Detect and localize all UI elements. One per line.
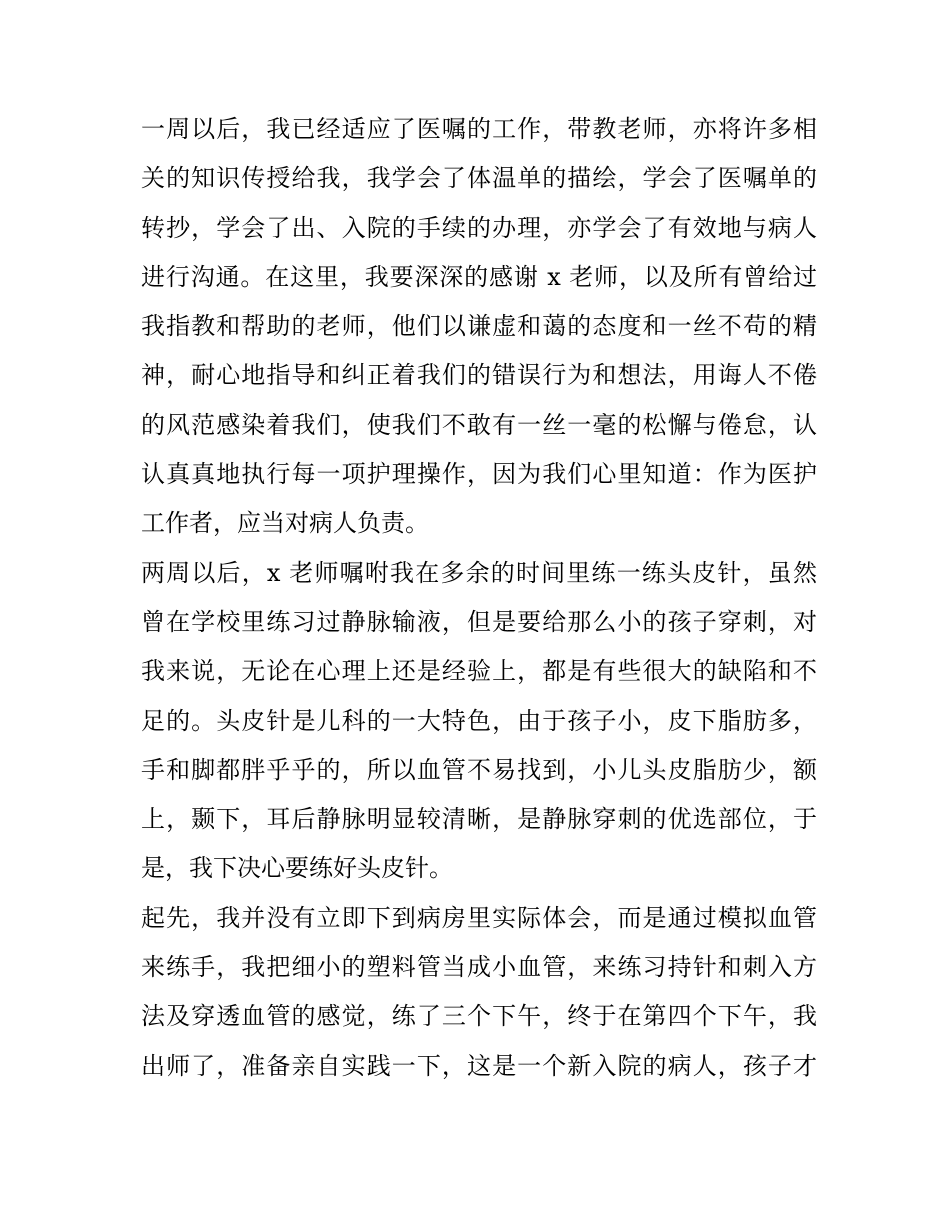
paragraph-3-line-2: 来练手，我把细小的塑料管当成小血管，来练习持针和刺入方 [141, 953, 817, 982]
paragraph-1-line-5: 我指教和帮助的老师，他们以谦虚和蔼的态度和一丝不苟的精 [141, 312, 817, 341]
paragraph-2-line-3: 我来说，无论在心理上还是经验上，都是有些很大的缺陷和不 [141, 657, 817, 686]
paragraph-2-line-5: 手和脚都胖乎乎的，所以血管不易找到，小儿头皮脂肪少，额 [141, 755, 817, 784]
paragraph-1-line-3: 转抄，学会了出、入院的手续的办理，亦学会了有效地与病人 [141, 213, 817, 242]
paragraph-1-line-1: 一周以后，我已经适应了医嘱的工作，带教老师，亦将许多相 [141, 115, 817, 143]
paragraph-2-line-4: 足的。头皮针是儿科的一大特色，由于孩子小，皮下脂肪多， [141, 706, 817, 735]
paragraph-1-line-4: 进行沟通。在这里，我要深深的感谢 x 老师，以及所有曾给过 [141, 262, 817, 291]
paragraph-2-line-1: 两周以后，x 老师嘱咐我在多余的时间里练一练头皮针，虽然 [141, 558, 817, 587]
paragraph-1-line-6: 神，耐心地指导和纠正着我们的错误行为和想法，用诲人不倦 [141, 361, 817, 390]
document-body [141, 105, 817, 1091]
paragraph-1-line-7: 的风范感染着我们，使我们不敢有一丝一毫的松懈与倦怠，认 [141, 410, 817, 439]
paragraph-3-line-4: 出师了，准备亲自实践一下，这是一个新入院的病人，孩子才 [141, 1051, 817, 1080]
paragraph-1-line-2: 关的知识传授给我，我学会了体温单的描绘，学会了医嘱单的 [141, 164, 817, 193]
paragraph-2-line-2: 曾在学校里练习过静脉输液，但是要给那么小的孩子穿刺，对 [141, 607, 817, 636]
paragraph-2-line-6: 上，颞下，耳后静脉明显较清晰，是静脉穿刺的优选部位，于 [141, 805, 817, 834]
paragraph-2-line-7: 是，我下决心要练好头皮针。 [141, 854, 453, 883]
paragraph-1-line-9: 工作者，应当对病人负责。 [141, 509, 429, 538]
paragraph-3-line-3: 法及穿透血管的感觉，练了三个下午，终于在第四个下午，我 [141, 1002, 817, 1031]
paragraph-1-line-8: 认真真地执行每一项护理操作，因为我们心里知道：作为医护 [141, 460, 817, 489]
paragraph-3-line-1: 起先，我并没有立即下到病房里实际体会，而是通过模拟血管 [141, 903, 817, 932]
